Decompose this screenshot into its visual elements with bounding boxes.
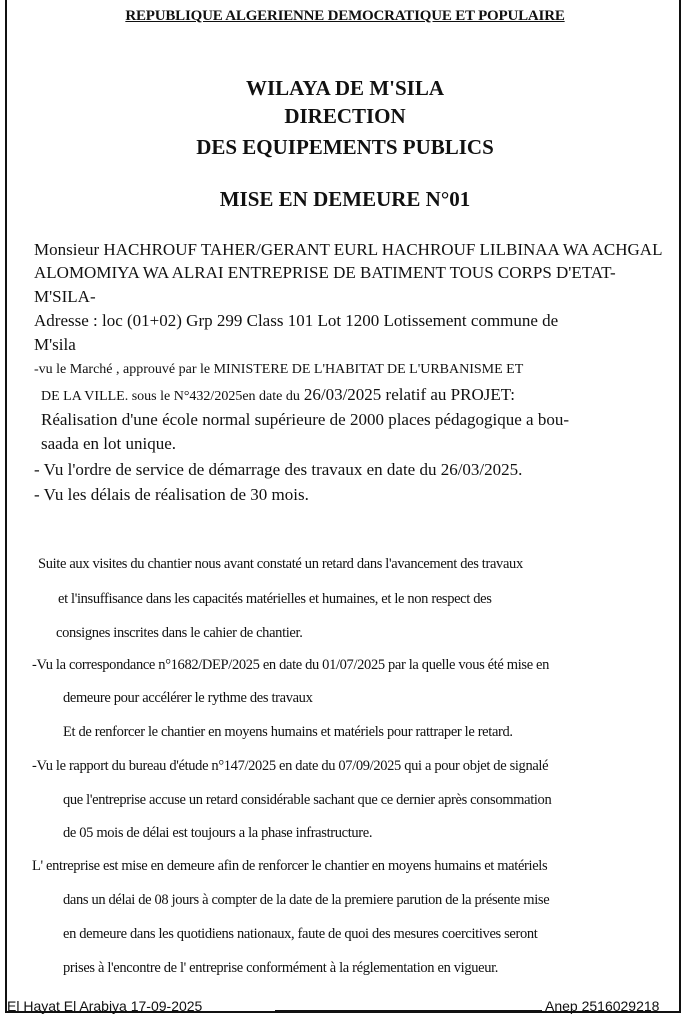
delais-line: - Vu les délais de réalisation de 30 mois. xyxy=(34,485,309,504)
marche-line-1: -vu le Marché , approuvé par le MINISTERE DE L'HABITAT DE L'URBANISME ET xyxy=(34,362,524,377)
p4-line-4: prises à l'encontre de l' entreprise conformément à la réglementation en vigueur. xyxy=(63,960,499,976)
footer-newspaper-date: El Hayat El Arabiya 17-09-2025 xyxy=(7,998,203,1014)
direction-title: DIRECTION xyxy=(284,104,406,128)
notice-frame xyxy=(5,0,681,1013)
address-line-2: M'sila xyxy=(34,335,76,354)
p2-line-1: -Vu la correspondance n°1682/DEP/2025 en date du 01/07/2025 par la quelle vous été mise en xyxy=(32,657,550,673)
p2-line-3: Et de renforcer le chantier en moyens humains et matériels pour rattraper le retard. xyxy=(63,724,513,740)
addressee-line-3: M'SILA- xyxy=(34,287,96,306)
marche-date-projet: 26/03/2025 relatif au PROJET: xyxy=(303,385,516,404)
p4-line-1: L' entreprise est mise en demeure afin de renforcer le chantier en moyens humains et matériels xyxy=(32,858,548,874)
p1-line-3: consignes inscrites dans le cahier de chantier. xyxy=(56,625,303,641)
notice-title: MISE EN DEMEURE N°01 xyxy=(219,187,471,211)
projet-line-1: Réalisation d'une école normal supérieure de 2000 places pédagogique a bou- xyxy=(41,410,569,429)
p1-line-1: Suite aux visites du chantier nous avant constaté un retard dans l'avancement des travaux xyxy=(38,556,523,572)
addressee-line-1: Monsieur HACHROUF TAHER/GERANT EURL HACHROUF LILBINAA WA ACHGAL xyxy=(34,240,663,259)
marche-line-2 xyxy=(41,385,515,405)
address-line-1: Adresse : loc (01+02) Grp 299 Class 101 Lot 1200 Lotissement commune de xyxy=(34,311,559,330)
equipements-title: DES EQUIPEMENTS PUBLICS xyxy=(196,135,494,159)
projet-line-2: saada en lot unique. xyxy=(41,434,177,453)
ordre-service-line: - Vu l'ordre de service de démarrage des travaux en date du 26/03/2025. xyxy=(34,460,523,479)
footer-rule xyxy=(275,1010,542,1012)
p1-line-2: et l'insuffisance dans les capacités matérielles et humaines, et le non respect des xyxy=(58,591,492,607)
p4-line-2: dans un délai de 08 jours à compter de la date de la premiere parution de la présente mise xyxy=(63,892,550,908)
p3-line-1: -Vu le rapport du bureau d'étude n°147/2025 en date du 07/09/2025 qui a pour objet de signalé xyxy=(32,758,549,774)
p3-line-3: de 05 mois de délai est toujours a la phase infrastructure. xyxy=(63,825,373,841)
addressee-line-2: ALOMOMIYA WA ALRAI ENTREPRISE DE BATIMENT TOUS CORPS D'ETAT- xyxy=(34,263,616,282)
p4-line-3: en demeure dans les quotidiens nationaux, faute de quoi des mesures coercitives seront xyxy=(63,926,538,942)
p2-line-2: demeure pour accélérer le rythme des travaux xyxy=(63,690,313,706)
marche-reference: DE LA VILLE. sous le N°432/2025en date du xyxy=(41,389,300,404)
wilaya-title: WILAYA DE M'SILA xyxy=(245,76,444,100)
footer-anep-reference: Anep 2516029218 xyxy=(545,998,660,1014)
republic-header: REPUBLIQUE ALGERIENNE DEMOCRATIQUE ET POPULAIRE xyxy=(125,8,565,24)
p3-line-2: que l'entreprise accuse un retard considérable sachant que ce dernier après consommation xyxy=(63,792,552,808)
